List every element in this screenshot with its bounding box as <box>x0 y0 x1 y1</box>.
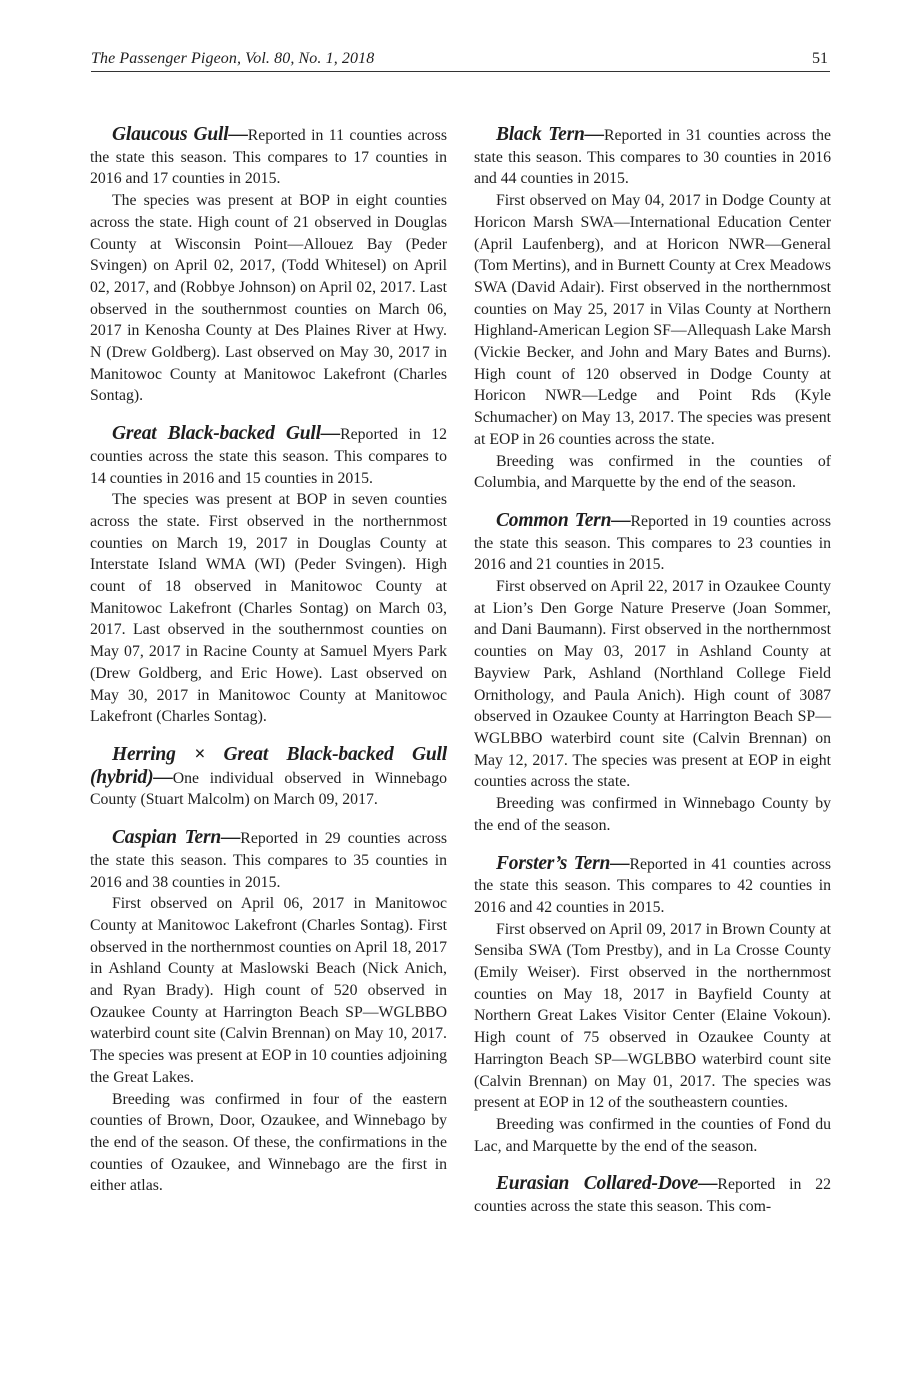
paragraph-text: Breeding was confirmed in the counties of Columbia, and Marquette by the end of the season. <box>474 452 831 492</box>
species-entry-common-tern <box>474 510 831 837</box>
species-paragraph <box>474 576 831 793</box>
species-paragraph <box>474 1114 831 1157</box>
species-entry-great-black-backed-gull <box>90 423 447 728</box>
species-paragraph <box>90 893 447 1088</box>
species-name: Black Tern— <box>496 124 604 145</box>
journal-title: The Passenger Pigeon, Vol. 80, No. 1, 2018 <box>91 50 375 67</box>
species-name: Herring × Great Black-backed Gull (hybrid)— <box>90 743 447 788</box>
running-head <box>91 49 830 72</box>
species-name: Common Tern— <box>496 509 631 531</box>
species-paragraph <box>474 793 831 836</box>
paragraph-text: First observed on April 06, 2017 in Manitowoc County at Manitowoc Lakefront (Charles Sontag). First observed in the northernmost counties on April 18, 2017 in Ashland County at Maslowski Beach (Nick Anich, and Ryan Brady). High count of 520 observed in Ozaukee County at Harrington Beach SP—WGLBBO waterbird count site (Calvin Brennan) on May 10, 2017. The species was present at EOP in 10 counties adjoining the Great Lakes. <box>90 895 447 1086</box>
paragraph-text: Reported in 31 counties across the state this season. This compares to 30 counties in 2016 and 44 counties in 2015. <box>474 127 832 188</box>
species-paragraph <box>90 190 447 407</box>
species-paragraph <box>474 510 831 576</box>
species-paragraph <box>90 744 447 811</box>
right-column <box>474 124 831 1234</box>
paragraph-text: One individual observed in Winnebago County (Stuart Malcolm) on March 09, 2017. <box>90 769 447 809</box>
species-name: Great Black-backed Gull— <box>112 423 341 445</box>
species-paragraph <box>90 423 447 489</box>
species-paragraph <box>474 190 831 450</box>
species-name: Caspian Tern— <box>112 827 241 849</box>
page-number: 51 <box>812 50 828 67</box>
paragraph-text: Reported in 22 counties across the state this season. This com- <box>474 1176 832 1216</box>
species-entry-glaucous-gull <box>90 124 447 407</box>
paragraph-text: First observed on April 22, 2017 in Ozaukee County at Lion’s Den Gorge Nature Preserve (Joan Sommer, and Dani Baumann). First observed in the northernmost counties on May 03, 2017 in Ashland County at Bayview Park, Ashland (Northland College Field Ornithology, and Paula Anich). High count of 3087 observed in Ozaukee County at Harrington Beach SP—WGLBBO waterbird count site (Calvin Brennan) on May 12, 2017. The species was present at EOP in eight counties across the state. <box>474 578 831 791</box>
paragraph-text: Reported in 19 counties across the state this season. This compares to 23 counties in 2016 and 21 counties in 2015. <box>474 512 831 574</box>
species-paragraph <box>90 124 447 190</box>
species-paragraph <box>90 827 447 893</box>
paragraph-text: Reported in 29 counties across the state this season. This compares to 35 counties in 2016 and 38 counties in 2015. <box>90 830 448 891</box>
species-paragraph <box>474 853 831 919</box>
paragraph-text: Reported in 12 counties across the state this season. This compares to 14 counties in 2016 and 15 counties in 2015. <box>90 426 448 487</box>
species-paragraph <box>474 124 831 190</box>
species-paragraph <box>474 451 831 494</box>
species-entry-black-tern <box>474 124 831 494</box>
paragraph-text: Breeding was confirmed in four of the eastern counties of Brown, Door, Ozaukee, and Winnebago by the end of the season. Of these, the confirmations in the counties of Ozaukee, and Winnebago are the first in either atlas. <box>90 1090 447 1195</box>
species-entry-eurasian-collared-dove <box>474 1173 831 1217</box>
paragraph-text: The species was present at BOP in eight counties across the state. High count of 21 observed in Douglas County at Wisconsin Point—Allouez Bay (Peder Svingen) on April 02, 2017, (Todd Whitesel) on April 02, 2017, and (Robbye Johnson) on April 02, 2017. Last observed in the southernmost counties on March 06, 2017 in Kenosha County at Des Plaines River at Hwy. N (Drew Goldberg). Last observed on May 30, 2017 in Manitowoc County at Manitowoc Lakefront (Charles Sontag). <box>90 192 447 405</box>
species-name: Forster’s Tern— <box>496 852 630 874</box>
species-name: Eurasian Collared-Dove— <box>496 1173 718 1195</box>
species-paragraph <box>90 1089 447 1198</box>
species-name: Glaucous Gull— <box>112 124 248 145</box>
left-column <box>90 124 447 1213</box>
species-paragraph <box>474 1173 831 1217</box>
paragraph-text: Reported in 11 counties across the state this season. This compares to 17 counties in 2016 and 17 counties in 2015. <box>90 127 447 188</box>
species-entry-herring-great-black-backed-gull-hybrid <box>90 744 447 811</box>
paragraph-text: Breeding was confirmed in Winnebago County by the end of the season. <box>474 795 831 834</box>
paragraph-text: Breeding was confirmed in the counties of Fond du Lac, and Marquette by the end of the season. <box>474 1115 831 1155</box>
paragraph-text: First observed on May 04, 2017 in Dodge County at Horicon Marsh SWA—International Education Center (April Laufenberg), and at Horicon NWR—General (Tom Mertins), and in Burnett County at Crex Meadows SWA (David Adair). First observed in the northernmost counties on May 25, 2017 in Vilas County at Northern Highland-American Legion SF—Allequash Lake Marsh (Vickie Becker, and John and Mary Bates and Burns). High count of 120 observed in Dodge County at Horicon NWR—Ledge and Point Rds (Kyle Schumacher) on May 13, 2017. The species was present at EOP in 26 counties across the state. <box>474 192 831 448</box>
paragraph-text: First observed on April 09, 2017 in Brown County at Sensiba SWA (Tom Prestby), and in La Crosse County (Emily Weiser). First observed in the northernmost counties on May 18, 2017 in Bayfield County at Northern Great Lakes Visitor Center (Elaine Vokoun). High count of 75 observed in Ozaukee County at Harrington Beach SP—WGLBBO waterbird count site (Calvin Brennan) on May 01, 2017. The species was present at EOP in 12 of the southeastern counties. <box>474 920 831 1112</box>
paragraph-text: The species was present at BOP in seven counties across the state. First observed in the northernmost counties on March 19, 2017 in Douglas County at Interstate Island WMA (WI) (Peder Svingen). High count of 18 observed in Manitowoc County at Manitowoc Lakefront (Charles Sontag) on March 03, 2017. Last observed in the southernmost counties on May 07, 2017 in Racine County at Samuel Myers Park (Drew Goldberg, and Eric Howe). Last observed on May 30, 2017 in Manitowoc County at Manitowoc Lakefront (Charles Sontag). <box>90 491 447 726</box>
species-paragraph <box>90 489 447 728</box>
species-entry-forster-s-tern <box>474 853 831 1158</box>
species-paragraph <box>474 919 831 1114</box>
species-entry-caspian-tern <box>90 827 447 1197</box>
paragraph-text: Reported in 41 counties across the state this season. This compares to 42 counties in 2016 and 42 counties in 2015. <box>474 855 831 916</box>
